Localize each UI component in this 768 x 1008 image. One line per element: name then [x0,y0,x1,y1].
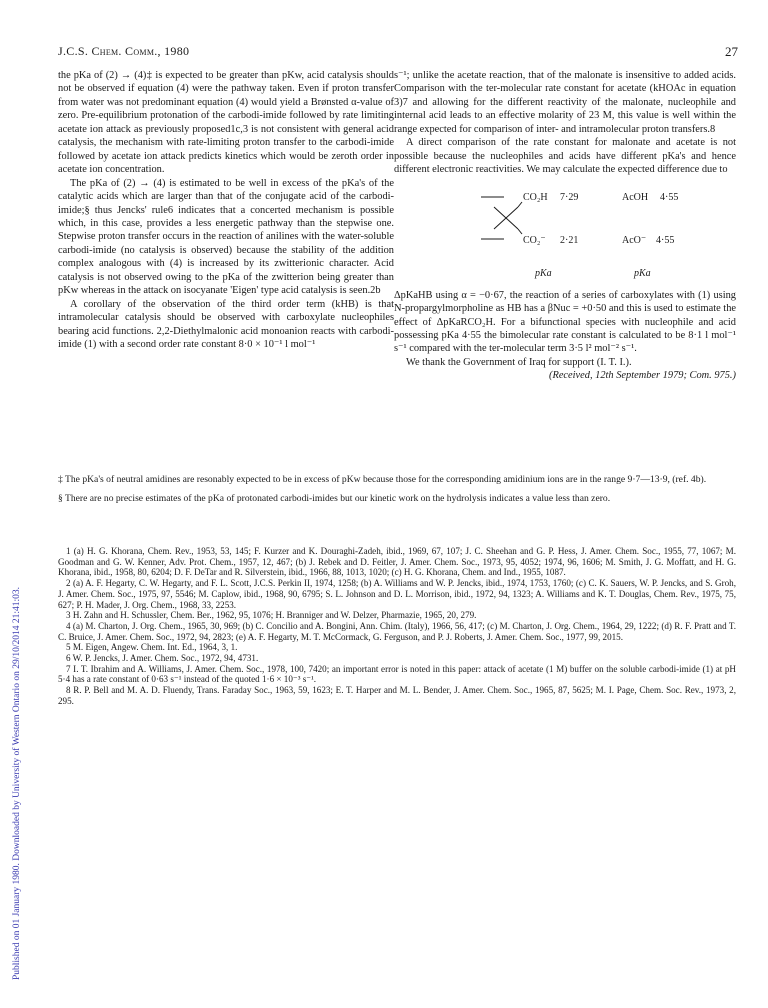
pka-axis-label-1: pKa [535,267,552,279]
journal-title: J.C.S. Chem. Comm., 1980 [58,44,190,58]
left-paragraph-2: The pKa of (2) → (4) is estimated to be well in excess of the pKa's of the catalytic acids which are larger than that of the conjugate acid of the carbodi-imide;§ thus Jencks' rule6 indicates that a concerted mechanism is possible which, in this case, provides a less energetic pathway than the stepwise one. Stepwise proton transfer occurs in the reaction of anilines with the water-soluble carbodi-imide (no catalysis is observed) because the stability of the addition complex analogous with (4) is increased by its zwitterionic character. Acid catalysis is not observed owing to the pKa of the zwitterion being greater than pKw whereas in the attack on isocyanate 'Eigen' type acid catalysis is seen.2b [58,177,394,297]
aco-label: AcO⁻ [622,234,647,246]
aco-pka: 4·55 [656,234,675,246]
reference-4: 4 (a) M. Charton, J. Org. Chem., 1965, 30, 969; (b) C. Concilio and A. Bongini, Ann. Chim. (Italy), 1966, 56, 417; (c) M. Charton, J. Org. Chem., 1964, 29, 1222; (d) R. F. Pratt and T. C. Bruice, J. Amer. Chem. Soc., 1972, 94, 2823; (e) A. F. Hegarty, M. T. McCormack, G. Ferguson, and P. J. Roberts, J. Amer. Chem. Soc., 1977, 99, 2015. [58,620,736,642]
left-paragraph-3: A corollary of the observation of the third order term (kHB) is that intramolecular catalysis should be observed with carboxylate nucleophiles bearing acid functions. 2,2-Diethylmalonic acid monoanion reacts with carbodi-imide (1) with a second order rate constant 8·0 × 10⁻¹ l mol⁻¹ [58,298,394,351]
reference-1: 1 (a) H. G. Khorana, Chem. Rev., 1953, 53, 145; F. Kurzer and K. Douraghi-Zadeh, ibid., 1969, 67, 107; J. C. Sheehan and G. P. Hess, J. Amer. Chem. Soc., 1955, 77, 1067; M. Goodman and G. W. Kenner, Adv. Prot. Chem., 1957, 12, 467; (b) J. Rebek and D. Feitler, J. Amer. Chem. Soc., 1973, 95, 4052; 1974, 96, 1606; M. Smith, J. G. Moffatt, and H. G. Khorana, ibid., 1958, 80, 6204; D. F. DeTar and R. Silverstein, ibid., 1966, 88, 1013, 1020; (c) H. G. Khorana, Chem. and Ind., 1955, 1087. [58,546,736,578]
pka-axis-label-2: pKa [634,267,651,279]
page-header [58,44,738,62]
received-date: (Received, 12th September 1979; Com. 975.) [549,370,736,382]
right-column [394,69,736,383]
page-number: 27 [725,44,738,59]
reference-2: 2 (a) A. F. Hegarty, C. W. Hegarty, and F. L. Scott, J.C.S. Perkin II, 1974, 1258; (b) A. Williams and W. P. Jencks, ibid., 1974, 1753, 1760; (c) C. K. Sauers, W. P. Jencks, and S. Groh, J. Amer. Chem. Soc., 1975, 97, 5546; M. Caplow, ibid., 1968, 90, 6795; S. L. Johnson and D. L. Morrison, ibid., 1972, 94, 1323; A. Williams and K. T. Douglas, Chem. Rev., 1975, 75, 627; P. H. Mader, J. Org. Chem., 1968, 33, 2253. [58,578,736,610]
co2minus-pka: 2·21 [560,234,579,246]
acoh-label: AcOH [622,191,649,203]
footnote-double-dagger: ‡ The pKa's of neutral amidines are resonably expected to be in excess of pKw because those for the corresponding amidinium ions are in the range 9·7—13·9, (ref. 4b). [58,474,707,485]
footnote-section-sign: § There are no precise estimates of the pKa of protonated carbodi-imides but our kinetic work on the hydrolysis indicates a value less than zero. [58,493,611,505]
footnotes [58,474,736,513]
left-paragraph-1: the pKa of (2) → (4)‡ is expected to be greater than pKw, acid catalysis should not be observed if equation (4) were the pathway taken. Even if proton transfer from water was not predominant equation (4) would yield a Brønsted α-value of zero. Pre-equilibrium protonation of the carbodi-imide followed by rate limiting acetate ion attack as previously proposed1c,3 is not consistent with general acid catalysis, the mechanism with rate-limiting proton transfer to the carbodi-imide followed by acetate ion attack predicts kinetics which would be zeroth order in acetate ion concentration. [58,70,394,176]
right-paragraph-2: A direct comparison of the rate constant for malonate and acetate is not possible because the nucleophiles and acids have different pKa's and hence different electronic reactivities. We may calculate the expected difference due to [394,137,736,176]
co2minus-label: CO₂⁻ [523,234,546,246]
download-note: Published on 01 January 1980. Downloaded by University of Western Ontario on 29/10/2014 21:41:03. [12,586,22,980]
reference-6: 6 W. P. Jencks, J. Amer. Chem. Soc., 1972, 94, 4731. [66,653,259,664]
co2h-pka: 7·29 [560,191,579,203]
reference-7: 7 I. T. Ibrahim and A. Williams, J. Amer. Chem. Soc., 1978, 100, 7420; an important error is noted in this paper: attack of acetate (1 M) buffer on the soluble carbodi-imide (1) at pH 5·4 has a rate constant of 0·63 s⁻¹ instead of the quoted 1·6 × 10⁻³ s⁻¹. [58,663,736,685]
download-sidebar [2,0,22,1008]
right-paragraph-3: ΔpKaHB using α = −0·67, the reaction of a series of carboxylates with (1) using N-propargylmorpholine as HB has a βNuc = +0·50 and this is used to estimate the effect of ΔpKaRCO₂H. For a bifunctional species with nucleophile and acid possessing pKa 4·55 the bimolecular rate constant is calculated to be 8·1 l mol⁻¹ s⁻¹ compared with the ter-molecular term 3·5 l² mol⁻² s⁻¹. [394,289,736,355]
acknowledgement: We thank the Government of Iraq for support (I. T. I.). [406,356,632,368]
right-paragraph-1: s⁻¹; unlike the acetate reaction, that of the malonate is insensitive to added acids. Comparison with the ter-molecular rate constant for acetate (kHOAc in equation 3)7 and allowing for the different reactivity of the malonate, nucleophile and internal acid leads to an effective molarity of 23 M, this value is well within the range expected for comparison of inter- and intramolecular proton transfers.8 [394,70,736,135]
pka-scheme [394,177,736,289]
left-column [58,69,394,352]
reference-8: 8 R. P. Bell and M. A. D. Fluendy, Trans. Faraday Soc., 1963, 59, 1623; E. T. Harper and M. L. Bender, J. Amer. Chem. Soc., 1965, 87, 5625; M. I. Page, Chem. Soc. Rev., 1973, 2, 295. [58,685,736,706]
co2h-label: CO₂H [523,191,548,203]
reference-3: 3 H. Zahn and H. Schussler, Chem. Ber., 1962, 95, 1076; H. Branniger and W. Delzer, Pharmazie, 1965, 20, 279. [66,610,477,621]
references [58,546,736,707]
reference-5: 5 M. Eigen, Angew. Chem. Int. Ed., 1964, 3, 1. [66,642,238,653]
acoh-pka: 4·55 [660,191,679,203]
